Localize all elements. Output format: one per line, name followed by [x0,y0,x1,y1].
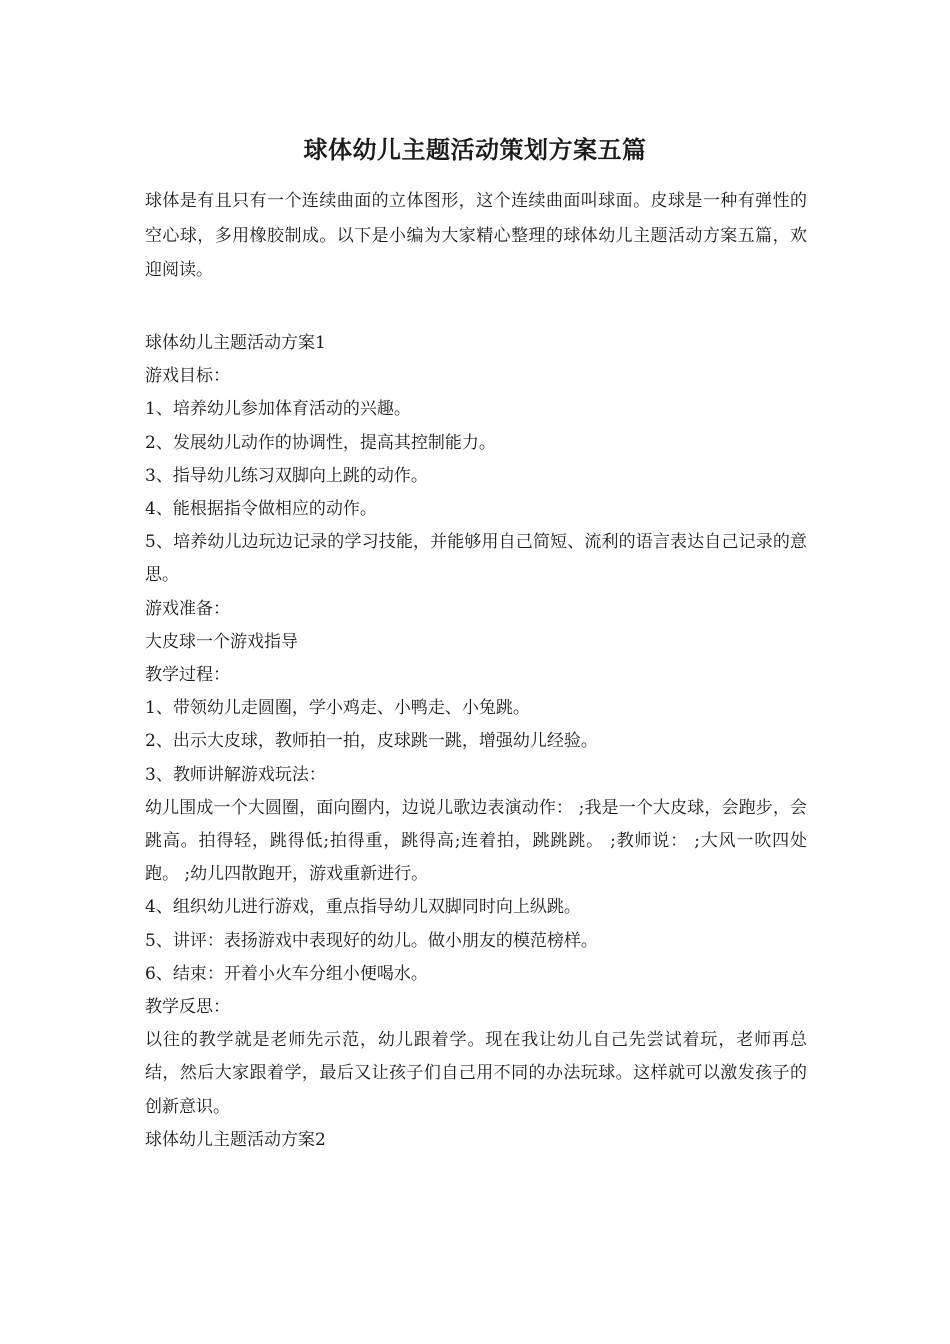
section-heading-plan-2: 球体幼儿主题活动方案2 [145,1129,326,1150]
list-item: 1、培养幼儿参加体育活动的兴趣。 [145,399,411,420]
document-body [145,327,807,1157]
subheading-teaching-reflection: 教学反思： [145,997,230,1018]
list-item: 4、能根据指令做相应的动作。 [145,499,377,520]
list-item: 1、带领幼儿走圆圈，学小鸡走、小鸭走、小兔跳。 [145,698,530,719]
list-item: 3、指导幼儿练习双脚向上跳的动作。 [145,465,428,486]
section-heading-plan-1: 球体幼儿主题活动方案1 [145,333,326,353]
subheading-teaching-process: 教学过程： [145,665,230,686]
list-item: 2、出示大皮球，教师拍一拍，皮球跳一跳，增强幼儿经验。 [145,731,598,752]
document-title: 球体幼儿主题活动策划方案五篇 [303,135,647,164]
subheading-game-preparation: 游戏准备： [145,598,230,619]
list-item: 5、培养幼儿边玩边记录的学习技能，并能够用自己简短、流利的语言表达自己记录的意思。 [145,532,807,586]
body-paragraph: 以往的教学就是老师先示范，幼儿跟着学。现在我让幼儿自己先尝试着玩，老师再总结，然后大家跟着学，最后又让孩子们自己用不同的办法玩球。这样就可以激发孩子的创新意识。 [145,1030,807,1117]
subheading-game-goals: 游戏目标： [145,366,230,387]
body-paragraph: 幼儿围成一个大圆圈，面向圈内，边说儿歌边表演动作： ;我是一个大皮球，会跑步，会跳高。拍得轻，跳得低;拍得重，跳得高;连着拍，跳跳跳。 ;教师说： ;大风一吹四处跑。 ;幼儿四散跑开，游戏重新进行。 [145,797,807,885]
list-item: 5、讲评：表扬游戏中表现好的幼儿。做小朋友的模范榜样。 [145,930,598,951]
list-item: 4、组织幼儿进行游戏，重点指导幼儿双脚同时向上纵跳。 [145,897,581,918]
intro-paragraph: 球体是有且只有一个连续曲面的立体图形，这个连续曲面叫球面。皮球是一种有弹性的空心球，多用橡胶制成。以下是小编为大家精心整理的球体幼儿主题活动方案五篇，欢迎阅读。 [145,191,807,280]
body-paragraph: 大皮球一个游戏指导 [145,631,298,652]
list-item: 6、结束：开着小火车分组小便喝水。 [145,963,428,984]
list-item: 2、发展幼儿动作的协调性，提高其控制能力。 [145,432,496,453]
list-item: 3、教师讲解游戏玩法： [145,764,326,785]
